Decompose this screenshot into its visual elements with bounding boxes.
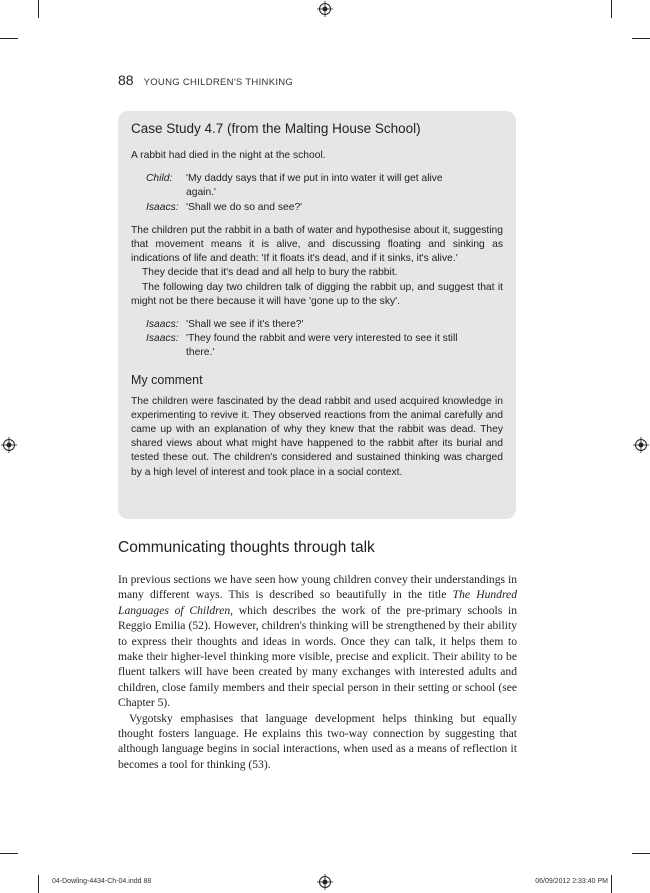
- dialogue-line: [146, 318, 503, 332]
- section-heading: Communicating thoughts through talk: [118, 539, 375, 556]
- comment-heading: My comment: [131, 372, 203, 387]
- crop-mark: [632, 853, 650, 854]
- body-text: [118, 572, 517, 772]
- speaker-label: Child:: [146, 173, 173, 185]
- crop-mark: [611, 0, 612, 18]
- registration-mark-icon: [317, 874, 333, 890]
- footer-file-slug: 04-Dowling-4434-Ch-04.indd 88: [52, 878, 152, 885]
- case-study-intro: A rabbit had died in the night at the school.: [131, 150, 326, 161]
- case-study-paragraph: The children put the rabbit in a bath of water and hypothesise about it, suggesting that movement means it is alive, and discussing floating and sinking as indications of life and death: 'If it floats it's dead, and if it sinks, it's alive.': [131, 224, 503, 265]
- body-paragraph: Vygotsky emphasises that language development helps thinking but equally thought fosters language. He explains this two-way connection by suggesting that although language begins in social interactions, when used as a means of reflection it becomes a tool for thinking (53).: [118, 711, 517, 771]
- dialogue-line: [146, 201, 503, 215]
- dialogue-line: [146, 172, 503, 200]
- crop-mark: [0, 853, 18, 854]
- dialogue-text: 'My daddy says that if we put in into water it will get alive again.': [186, 173, 443, 199]
- dialogue-text: 'Shall we see if it's there?': [186, 319, 304, 331]
- registration-mark-icon: [633, 437, 649, 453]
- speaker-label: Isaacs:: [146, 201, 179, 213]
- crop-mark: [632, 38, 650, 39]
- crop-mark: [38, 875, 39, 893]
- case-study-title: Case Study 4.7 (from the Malting House School): [131, 121, 421, 136]
- case-study-paragraph: The following day two children talk of digging the rabbit up, and suggest that it might not be there because it will have 'gone up to the sky'.: [131, 281, 503, 307]
- running-head-title: YOUNG CHILDREN'S THINKING: [143, 77, 294, 88]
- page-number: 88: [118, 72, 134, 88]
- crop-mark: [38, 0, 39, 18]
- dialogue-line: [146, 332, 503, 360]
- book-title: The Hundred Languages of Children: [118, 588, 517, 617]
- crop-mark: [0, 38, 18, 39]
- running-head: [118, 72, 293, 88]
- body-paragraph: In previous sections we have seen how young children convey their understandings in many different ways. This is described so beautifully in the title The Hundred Languages of Children, which describes the work of the pre-primary schools in Reggio Emilia (52). However, children's thinking will be strengthened by their ability to express their thoughts and ideas in words. Once they can talk, it helps them to make their higher-level thinking more visible, precise and explicit. Their ability to be fluent talkers will have been created by many exchanges with interested adults and children, close family members and their special person in their setting or school (see Chapter 5).: [118, 573, 518, 710]
- registration-mark-icon: [1, 437, 17, 453]
- dialogue-block: [146, 172, 503, 215]
- dialogue-text: 'Shall we do so and see?': [186, 201, 303, 213]
- dialogue-text: 'They found the rabbit and were very interested to see it still there.': [186, 333, 458, 359]
- speaker-label: Isaacs:: [146, 319, 179, 331]
- comment-paragraph: The children were fascinated by the dead rabbit and used acquired knowledge in experimenting to revive it. They observed reactions from the animal carefully and came up with an explanation of why they knew that the rabbit was dead. They shared views about what might have happened to the rabbit after its burial and tested these out. The children's considered and sustained thinking was charged by a high level of interest and took place in a social context.: [131, 395, 503, 478]
- speaker-label: Isaacs:: [146, 333, 179, 345]
- case-study-paragraph: They decide that it's dead and all help to bury the rabbit.: [142, 267, 398, 279]
- dialogue-block: [146, 318, 503, 361]
- footer-timestamp: 06/09/2012 2:33:40 PM: [535, 878, 608, 885]
- crop-mark: [611, 875, 612, 893]
- case-study-box: [118, 111, 516, 519]
- registration-mark-icon: [317, 1, 333, 17]
